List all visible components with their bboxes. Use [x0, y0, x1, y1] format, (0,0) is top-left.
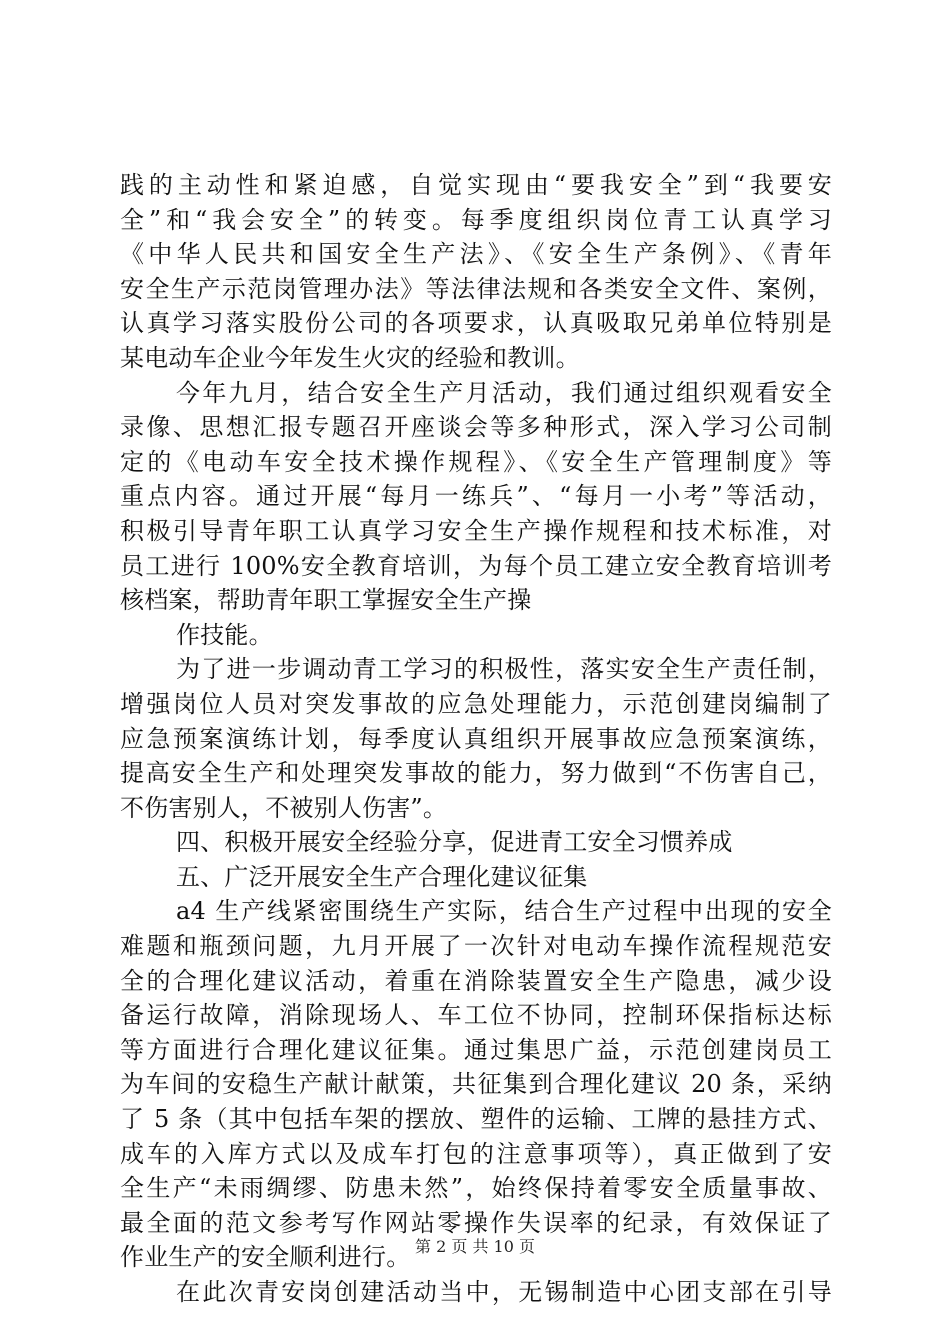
body-line: 增强岗位人员对突发事故的应急处理能力，示范创建岗编制了 — [120, 689, 832, 718]
body-line: a4 生产线紧密围绕生产实际，结合生产过程中出现的安全 — [176, 897, 832, 926]
body-line: 核档案，帮助青年职工掌握安全生产操 — [120, 586, 532, 615]
body-line: 全生产“未雨绸缪、防患未然”，始终保持着零安全质量事故、 — [120, 1174, 832, 1203]
body-line: 作业生产的安全顺利进行。 — [120, 1243, 411, 1272]
body-line: 难题和瓶颈问题，九月开展了一次针对电动车操作流程规范安 — [120, 932, 832, 961]
body-line: 应急预案演练计划，每季度认真组织开展事故应急预案演练， — [120, 724, 832, 753]
body-line: 全的合理化建议活动，着重在消除装置安全生产隐患，减少设 — [120, 966, 832, 995]
body-line: 为车间的安稳生产献计献策，共征集到合理化建议 20 条，采纳 — [120, 1070, 832, 1099]
body-line: 录像、思想汇报专题召开座谈会等多种形式，深入学习公司制 — [120, 413, 832, 442]
body-line: 作技能。 — [176, 620, 273, 649]
body-line: 员工进行 100%安全教育培训，为每个员工建立安全教育培训考 — [120, 551, 832, 580]
body-line: 五、广泛开展安全生产合理化建议征集 — [176, 862, 588, 891]
body-line: 《中华人民共和国安全生产法》、《安全生产条例》、《青年 — [120, 240, 832, 269]
body-line: 最全面的范文参考写作网站零操作失误率的纪录，有效保证了 — [120, 1208, 832, 1237]
body-line: 全”和“我会安全”的转变。每季度组织岗位青工认真学习 — [120, 205, 832, 234]
body-line: 安全生产示范岗管理办法》等法律法规和各类安全文件、案例， — [120, 274, 832, 303]
body-line: 认真学习落实股份公司的各项要求，认真吸取兄弟单位特别是 — [120, 309, 832, 338]
body-line: 定的《电动车安全技术操作规程》、《安全生产管理制度》等 — [120, 447, 832, 476]
body-line: 不伤害别人，不被别人伤害”。 — [120, 793, 448, 822]
body-text — [120, 168, 832, 1310]
page-footer: 第 2 页 共 10 页 — [415, 1237, 535, 1256]
body-line: 为了进一步调动青工学习的积极性，落实安全生产责任制， — [176, 655, 832, 684]
body-line: 成车的入库方式以及成车打包的注意事项等），真正做到了安 — [120, 1139, 832, 1168]
body-line: 等方面进行合理化建议征集。通过集思广益，示范创建岗员工 — [120, 1035, 832, 1064]
body-line: 践的主动性和紧迫感，自觉实现由“要我安全”到“我要安 — [120, 171, 832, 199]
body-line: 提高安全生产和处理突发事故的能力，努力做到“不伤害自己， — [120, 759, 832, 788]
body-line: 积极引导青年职工认真学习安全生产操作规程和技术标准，对 — [120, 516, 832, 545]
body-line: 在此次青安岗创建活动当中，无锡制造中心团支部在引导 — [176, 1278, 832, 1306]
body-line: 今年九月，结合安全生产月活动，我们通过组织观看安全 — [176, 378, 832, 407]
body-line: 某电动车企业今年发生火灾的经验和教训。 — [120, 343, 580, 372]
body-line: 了 5 条（其中包括车架的摆放、塑件的运输、工牌的悬挂方式、 — [120, 1105, 832, 1134]
body-line: 备运行故障，消除现场人、车工位不协同，控制环保指标达标 — [120, 1001, 832, 1030]
body-line: 重点内容。通过开展“每月一练兵”、“每月一小考”等活动， — [120, 482, 832, 511]
body-line: 四、积极开展安全经验分享，促进青工安全习惯养成 — [176, 828, 733, 857]
